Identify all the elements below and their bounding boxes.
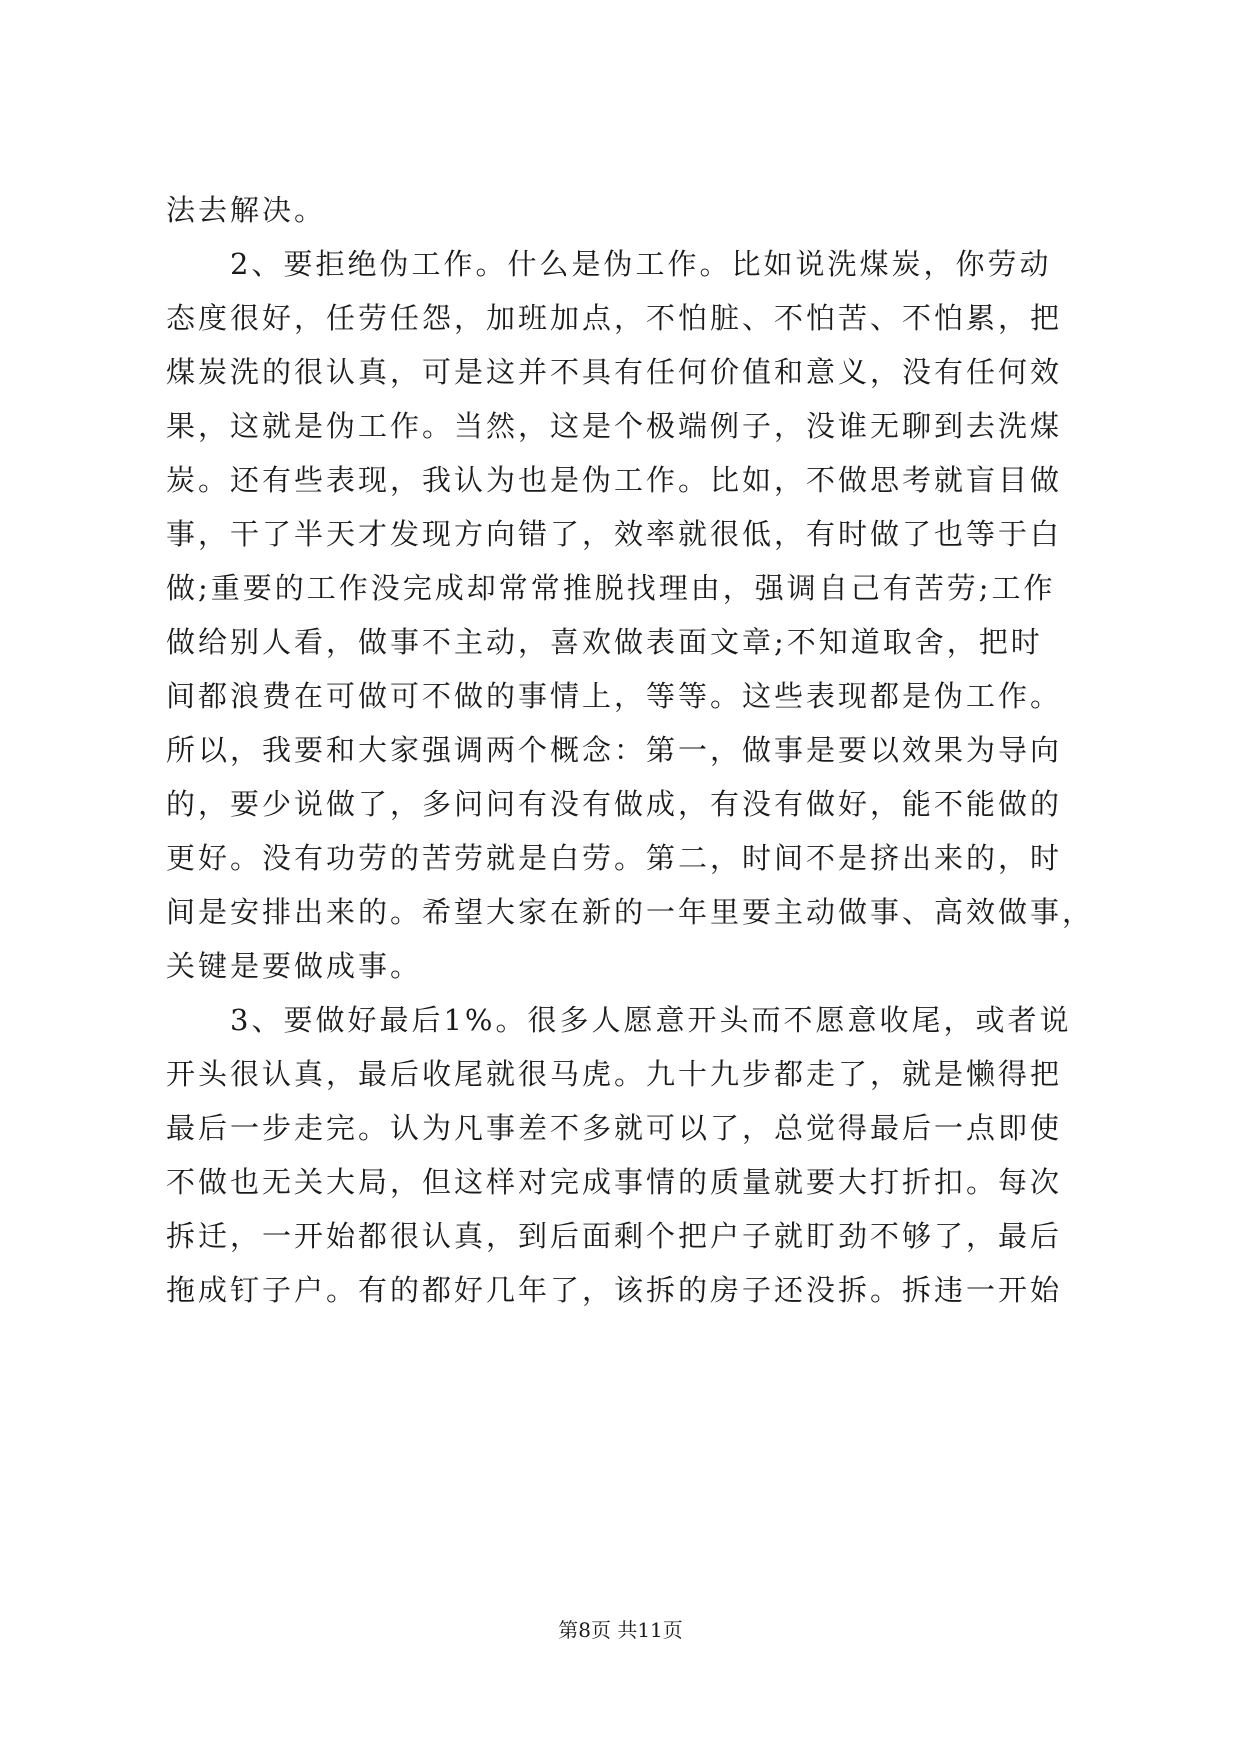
text-line: 法去解决。: [166, 193, 327, 227]
text-line: 拆迁，一开始都很认真，到后面剩个把户子就盯劲不够了，最后: [166, 1219, 1063, 1253]
text-line: 2、要拒绝伪工作。什么是伪工作。比如说洗煤炭，你劳动: [230, 247, 1052, 281]
text-line: 不做也无关大局，但这样对完成事情的质量就要大打折扣。每次: [166, 1165, 1063, 1199]
text-line: 拖成钉子户。有的都好几年了，该拆的房子还没拆。拆违一开始: [166, 1273, 1063, 1307]
text-line: 态度很好，任劳任怨，加班加点，不怕脏、不怕苦、不怕累，把: [166, 301, 1063, 335]
text-line: 果，这就是伪工作。当然，这是个极端例子，没谁无聊到去洗煤: [166, 409, 1063, 443]
text-line: 更好。没有功劳的苦劳就是白劳。第二，时间不是挤出来的，时: [166, 841, 1063, 875]
text-line: 开头很认真，最后收尾就很马虎。九十九步都走了，就是懒得把: [166, 1057, 1063, 1091]
text-line: 间都浪费在可做可不做的事情上，等等。这些表现都是伪工作。: [166, 679, 1063, 713]
page-number-footer: 第8页 共11页: [558, 1618, 683, 1642]
text-line: 间是安排出来的。希望大家在新的一年里要主动做事、高效做事，: [166, 895, 1095, 929]
text-line: 3、要做好最后1%。很多人愿意开头而不愿意收尾，或者说: [230, 1003, 1072, 1037]
text-line: 煤炭洗的很认真，可是这并不具有任何价值和意义，没有任何效: [166, 355, 1063, 389]
text-line: 做;重要的工作没完成却常常推脱找理由，强调自己有苦劳;工作: [166, 571, 1056, 605]
text-line: 炭。还有些表现，我认为也是伪工作。比如，不做思考就盲目做: [166, 463, 1063, 497]
text-line: 做给别人看，做事不主动，喜欢做表面文章;不知道取舍，把时: [166, 625, 1043, 659]
text-line: 关键是要做成事。: [166, 949, 423, 983]
text-line: 事，干了半天才发现方向错了，效率就很低，有时做了也等于白: [166, 517, 1063, 551]
text-line: 所以，我要和大家强调两个概念：第一，做事是要以效果为导向: [166, 733, 1063, 767]
text-line: 最后一步走完。认为凡事差不多就可以了，总觉得最后一点即使: [166, 1111, 1063, 1145]
text-line: 的，要少说做了，多问问有没有做成，有没有做好，能不能做的: [166, 787, 1063, 821]
